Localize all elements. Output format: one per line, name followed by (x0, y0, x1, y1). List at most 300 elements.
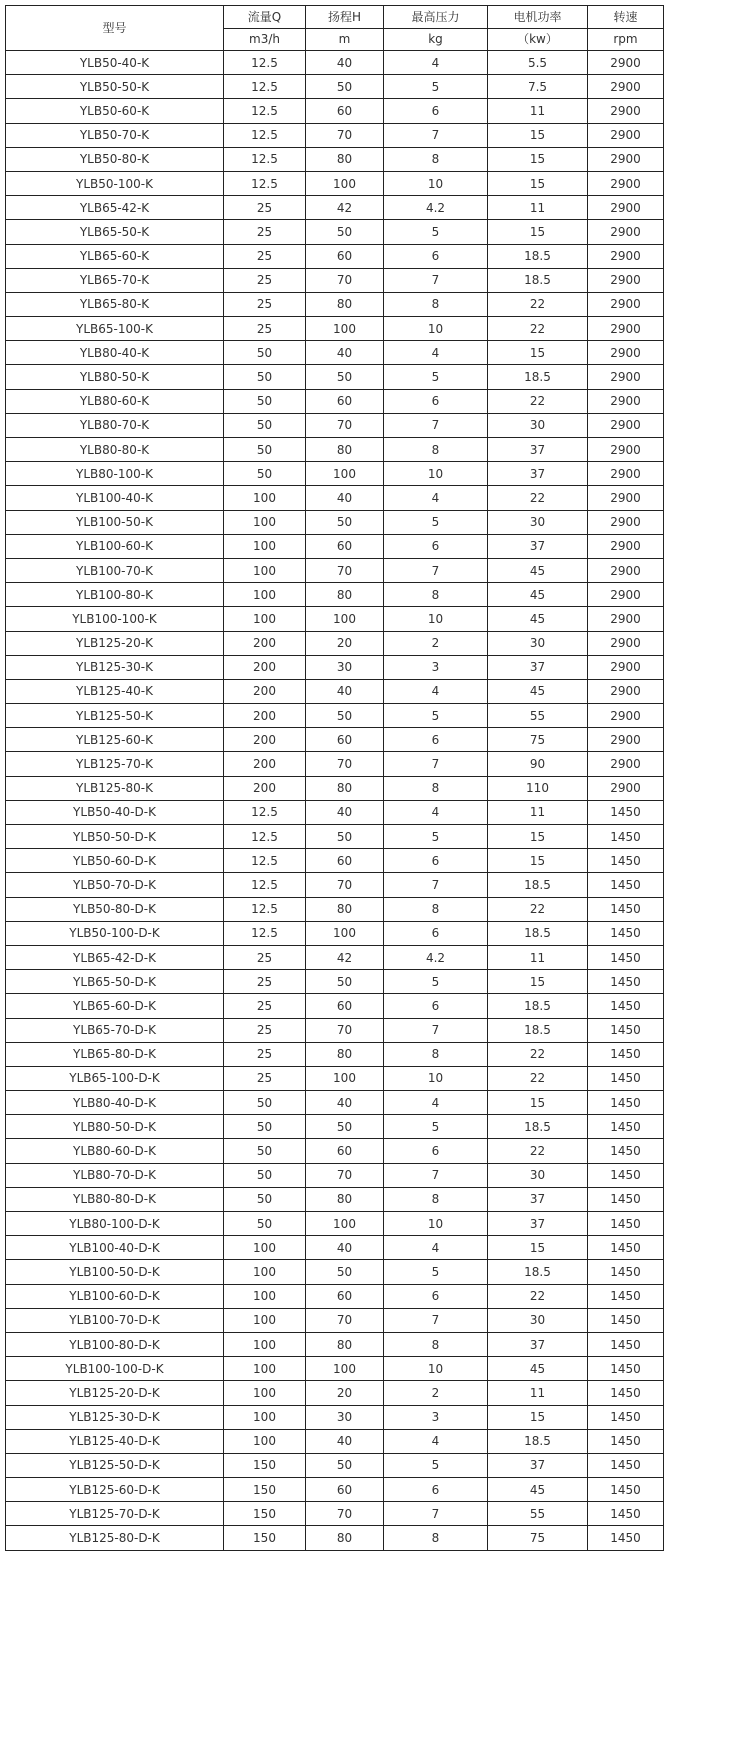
table-row (6, 486, 664, 510)
flow-cell: 50 (224, 1212, 306, 1236)
speed-cell: 2900 (588, 438, 664, 462)
pressure-cell: 8 (384, 438, 488, 462)
flow-cell: 50 (224, 1139, 306, 1163)
table-row (6, 75, 664, 99)
power-cell: 37 (488, 462, 588, 486)
power-cell: 15 (488, 220, 588, 244)
head-cell: 50 (306, 704, 384, 728)
flow-cell: 150 (224, 1478, 306, 1502)
head-cell: 70 (306, 558, 384, 582)
head-cell: 60 (306, 99, 384, 123)
head-cell: 70 (306, 413, 384, 437)
head-cell: 30 (306, 655, 384, 679)
table-row (6, 655, 664, 679)
table-row (6, 1115, 664, 1139)
power-cell: 45 (488, 558, 588, 582)
pressure-cell: 4 (384, 341, 488, 365)
flow-cell: 25 (224, 196, 306, 220)
model-cell: YLB125-30-D-K (6, 1405, 224, 1429)
model-cell: YLB50-80-D-K (6, 897, 224, 921)
model-cell: YLB125-40-D-K (6, 1429, 224, 1453)
table-row (6, 1381, 664, 1405)
pressure-cell: 6 (384, 728, 488, 752)
model-cell: YLB125-70-D-K (6, 1502, 224, 1526)
model-cell: YLB65-100-K (6, 317, 224, 341)
speed-cell: 1450 (588, 970, 664, 994)
model-cell: YLB125-20-D-K (6, 1381, 224, 1405)
power-cell: 18.5 (488, 921, 588, 945)
model-cell: YLB100-50-K (6, 510, 224, 534)
head-cell: 40 (306, 679, 384, 703)
head-cell: 60 (306, 728, 384, 752)
head-cell: 60 (306, 389, 384, 413)
head-cell: 80 (306, 1332, 384, 1356)
speed-cell: 2900 (588, 389, 664, 413)
table-row (6, 849, 664, 873)
table-row (6, 1163, 664, 1187)
speed-cell: 1450 (588, 849, 664, 873)
power-cell: 18.5 (488, 244, 588, 268)
flow-cell: 100 (224, 1357, 306, 1381)
spec-table-body (6, 6, 664, 1551)
speed-cell: 1450 (588, 1284, 664, 1308)
power-cell: 15 (488, 341, 588, 365)
header-head: 扬程H (306, 6, 384, 29)
model-cell: YLB50-70-D-K (6, 873, 224, 897)
head-cell: 60 (306, 244, 384, 268)
model-cell: YLB50-60-K (6, 99, 224, 123)
flow-cell: 25 (224, 1042, 306, 1066)
pressure-cell: 8 (384, 292, 488, 316)
head-cell: 80 (306, 147, 384, 171)
power-cell: 22 (488, 292, 588, 316)
table-row (6, 220, 664, 244)
table-row (6, 1453, 664, 1477)
pressure-cell: 7 (384, 1163, 488, 1187)
power-cell: 30 (488, 510, 588, 534)
table-row (6, 244, 664, 268)
power-cell: 37 (488, 1453, 588, 1477)
speed-cell: 1450 (588, 1042, 664, 1066)
flow-cell: 12.5 (224, 51, 306, 75)
head-cell: 60 (306, 994, 384, 1018)
flow-cell: 100 (224, 1429, 306, 1453)
speed-cell: 1450 (588, 1308, 664, 1332)
model-cell: YLB65-42-K (6, 196, 224, 220)
speed-cell: 2900 (588, 679, 664, 703)
speed-cell: 2900 (588, 365, 664, 389)
power-cell: 11 (488, 945, 588, 969)
model-cell: YLB80-80-K (6, 438, 224, 462)
power-cell: 45 (488, 607, 588, 631)
unit-pressure: kg (384, 28, 488, 51)
table-row (6, 1429, 664, 1453)
model-cell: YLB100-60-K (6, 534, 224, 558)
head-cell: 100 (306, 317, 384, 341)
flow-cell: 200 (224, 655, 306, 679)
power-cell: 18.5 (488, 1429, 588, 1453)
table-row (6, 776, 664, 800)
pressure-cell: 7 (384, 558, 488, 582)
speed-cell: 1450 (588, 800, 664, 824)
flow-cell: 200 (224, 776, 306, 800)
model-cell: YLB100-70-K (6, 558, 224, 582)
flow-cell: 25 (224, 317, 306, 341)
header-row (6, 6, 664, 29)
speed-cell: 1450 (588, 1066, 664, 1090)
table-row (6, 365, 664, 389)
power-cell: 22 (488, 1139, 588, 1163)
flow-cell: 50 (224, 1163, 306, 1187)
pressure-cell: 7 (384, 752, 488, 776)
power-cell: 30 (488, 1163, 588, 1187)
table-row (6, 1502, 664, 1526)
flow-cell: 25 (224, 970, 306, 994)
speed-cell: 1450 (588, 1478, 664, 1502)
model-cell: YLB80-50-D-K (6, 1115, 224, 1139)
pressure-cell: 3 (384, 655, 488, 679)
pressure-cell: 4 (384, 51, 488, 75)
head-cell: 60 (306, 534, 384, 558)
table-row (6, 1139, 664, 1163)
flow-cell: 50 (224, 413, 306, 437)
unit-head: m (306, 28, 384, 51)
pressure-cell: 4 (384, 486, 488, 510)
power-cell: 18.5 (488, 873, 588, 897)
power-cell: 11 (488, 196, 588, 220)
head-cell: 80 (306, 897, 384, 921)
speed-cell: 2900 (588, 268, 664, 292)
pressure-cell: 2 (384, 631, 488, 655)
power-cell: 45 (488, 1357, 588, 1381)
model-cell: YLB80-100-D-K (6, 1212, 224, 1236)
speed-cell: 2900 (588, 534, 664, 558)
pressure-cell: 5 (384, 1115, 488, 1139)
flow-cell: 12.5 (224, 147, 306, 171)
power-cell: 18.5 (488, 268, 588, 292)
pressure-cell: 10 (384, 1212, 488, 1236)
power-cell: 22 (488, 486, 588, 510)
power-cell: 45 (488, 583, 588, 607)
flow-cell: 50 (224, 438, 306, 462)
head-cell: 100 (306, 1066, 384, 1090)
flow-cell: 12.5 (224, 800, 306, 824)
speed-cell: 2900 (588, 413, 664, 437)
model-cell: YLB125-20-K (6, 631, 224, 655)
power-cell: 110 (488, 776, 588, 800)
flow-cell: 25 (224, 1018, 306, 1042)
unit-power: （kw） (488, 28, 588, 51)
head-cell: 70 (306, 123, 384, 147)
model-cell: YLB65-60-D-K (6, 994, 224, 1018)
table-row (6, 534, 664, 558)
table-row (6, 1212, 664, 1236)
power-cell: 15 (488, 1091, 588, 1115)
model-cell: YLB80-60-D-K (6, 1139, 224, 1163)
power-cell: 18.5 (488, 1018, 588, 1042)
pressure-cell: 8 (384, 583, 488, 607)
speed-cell: 2900 (588, 704, 664, 728)
head-cell: 40 (306, 1236, 384, 1260)
table-row (6, 438, 664, 462)
head-cell: 70 (306, 1308, 384, 1332)
model-cell: YLB50-100-K (6, 171, 224, 195)
head-cell: 40 (306, 341, 384, 365)
model-cell: YLB125-80-K (6, 776, 224, 800)
speed-cell: 1450 (588, 994, 664, 1018)
pressure-cell: 10 (384, 1066, 488, 1090)
pressure-cell: 6 (384, 849, 488, 873)
pressure-cell: 6 (384, 244, 488, 268)
head-cell: 100 (306, 462, 384, 486)
pressure-cell: 4.2 (384, 945, 488, 969)
speed-cell: 2900 (588, 655, 664, 679)
model-cell: YLB50-100-D-K (6, 921, 224, 945)
head-cell: 40 (306, 800, 384, 824)
model-cell: YLB125-50-K (6, 704, 224, 728)
speed-cell: 2900 (588, 220, 664, 244)
flow-cell: 100 (224, 1236, 306, 1260)
speed-cell: 1450 (588, 1115, 664, 1139)
speed-cell: 2900 (588, 486, 664, 510)
pressure-cell: 7 (384, 1308, 488, 1332)
speed-cell: 2900 (588, 607, 664, 631)
model-cell: YLB125-60-D-K (6, 1478, 224, 1502)
table-row (6, 800, 664, 824)
model-cell: YLB50-70-K (6, 123, 224, 147)
model-cell: YLB80-80-D-K (6, 1187, 224, 1211)
model-cell: YLB100-100-K (6, 607, 224, 631)
flow-cell: 50 (224, 1115, 306, 1139)
power-cell: 15 (488, 123, 588, 147)
head-cell: 70 (306, 873, 384, 897)
table-row (6, 510, 664, 534)
pressure-cell: 4 (384, 679, 488, 703)
power-cell: 15 (488, 970, 588, 994)
head-cell: 80 (306, 1042, 384, 1066)
pressure-cell: 8 (384, 1526, 488, 1550)
table-row (6, 1187, 664, 1211)
head-cell: 50 (306, 220, 384, 244)
flow-cell: 50 (224, 365, 306, 389)
pressure-cell: 6 (384, 99, 488, 123)
flow-cell: 100 (224, 1284, 306, 1308)
head-cell: 60 (306, 1284, 384, 1308)
flow-cell: 12.5 (224, 123, 306, 147)
power-cell: 30 (488, 631, 588, 655)
model-cell: YLB100-100-D-K (6, 1357, 224, 1381)
pressure-cell: 8 (384, 147, 488, 171)
pressure-cell: 4 (384, 1236, 488, 1260)
flow-cell: 50 (224, 341, 306, 365)
head-cell: 50 (306, 365, 384, 389)
flow-cell: 25 (224, 244, 306, 268)
head-cell: 80 (306, 1526, 384, 1550)
model-cell: YLB80-70-K (6, 413, 224, 437)
table-row (6, 413, 664, 437)
speed-cell: 1450 (588, 873, 664, 897)
power-cell: 15 (488, 849, 588, 873)
pressure-cell: 10 (384, 317, 488, 341)
pressure-cell: 7 (384, 268, 488, 292)
table-row (6, 1236, 664, 1260)
head-cell: 100 (306, 607, 384, 631)
speed-cell: 1450 (588, 1187, 664, 1211)
table-row (6, 292, 664, 316)
table-row (6, 171, 664, 195)
head-cell: 80 (306, 438, 384, 462)
speed-cell: 1450 (588, 1236, 664, 1260)
head-cell: 50 (306, 825, 384, 849)
table-row (6, 1478, 664, 1502)
speed-cell: 1450 (588, 1212, 664, 1236)
pressure-cell: 10 (384, 171, 488, 195)
table-row (6, 268, 664, 292)
flow-cell: 12.5 (224, 897, 306, 921)
speed-cell: 2900 (588, 75, 664, 99)
model-cell: YLB50-60-D-K (6, 849, 224, 873)
head-cell: 60 (306, 849, 384, 873)
power-cell: 15 (488, 825, 588, 849)
pressure-cell: 8 (384, 897, 488, 921)
power-cell: 22 (488, 1284, 588, 1308)
table-row (6, 1308, 664, 1332)
speed-cell: 2900 (588, 631, 664, 655)
table-row (6, 583, 664, 607)
power-cell: 30 (488, 1308, 588, 1332)
model-cell: YLB100-80-K (6, 583, 224, 607)
power-cell: 37 (488, 1187, 588, 1211)
flow-cell: 25 (224, 994, 306, 1018)
table-row (6, 99, 664, 123)
head-cell: 70 (306, 1502, 384, 1526)
head-cell: 70 (306, 268, 384, 292)
head-cell: 40 (306, 51, 384, 75)
model-cell: YLB80-50-K (6, 365, 224, 389)
power-cell: 11 (488, 99, 588, 123)
model-cell: YLB65-60-K (6, 244, 224, 268)
speed-cell: 1450 (588, 921, 664, 945)
model-cell: YLB125-60-K (6, 728, 224, 752)
flow-cell: 100 (224, 583, 306, 607)
flow-cell: 100 (224, 1308, 306, 1332)
table-row (6, 1405, 664, 1429)
table-row (6, 558, 664, 582)
model-cell: YLB80-100-K (6, 462, 224, 486)
model-cell: YLB50-50-K (6, 75, 224, 99)
power-cell: 37 (488, 438, 588, 462)
speed-cell: 2900 (588, 123, 664, 147)
head-cell: 100 (306, 921, 384, 945)
pressure-cell: 6 (384, 534, 488, 558)
head-cell: 30 (306, 1405, 384, 1429)
pressure-cell: 5 (384, 970, 488, 994)
table-row (6, 1018, 664, 1042)
flow-cell: 12.5 (224, 921, 306, 945)
table-row (6, 1066, 664, 1090)
head-cell: 100 (306, 1357, 384, 1381)
power-cell: 37 (488, 1212, 588, 1236)
head-cell: 60 (306, 1139, 384, 1163)
flow-cell: 100 (224, 1405, 306, 1429)
pressure-cell: 10 (384, 607, 488, 631)
table-row (6, 389, 664, 413)
model-cell: YLB65-70-K (6, 268, 224, 292)
flow-cell: 50 (224, 1091, 306, 1115)
table-row (6, 945, 664, 969)
power-cell: 5.5 (488, 51, 588, 75)
head-cell: 80 (306, 583, 384, 607)
head-cell: 50 (306, 970, 384, 994)
flow-cell: 12.5 (224, 75, 306, 99)
pressure-cell: 7 (384, 1018, 488, 1042)
speed-cell: 2900 (588, 317, 664, 341)
flow-cell: 12.5 (224, 171, 306, 195)
power-cell: 7.5 (488, 75, 588, 99)
pressure-cell: 5 (384, 220, 488, 244)
model-cell: YLB65-50-K (6, 220, 224, 244)
flow-cell: 25 (224, 268, 306, 292)
pump-spec-table (5, 5, 664, 1551)
model-cell: YLB125-30-K (6, 655, 224, 679)
power-cell: 45 (488, 679, 588, 703)
model-cell: YLB65-100-D-K (6, 1066, 224, 1090)
flow-cell: 100 (224, 1381, 306, 1405)
power-cell: 18.5 (488, 1260, 588, 1284)
table-row (6, 51, 664, 75)
pressure-cell: 7 (384, 1502, 488, 1526)
pressure-cell: 10 (384, 462, 488, 486)
model-cell: YLB50-80-K (6, 147, 224, 171)
pressure-cell: 4 (384, 1091, 488, 1115)
table-row (6, 196, 664, 220)
flow-cell: 25 (224, 945, 306, 969)
model-cell: YLB65-80-K (6, 292, 224, 316)
model-cell: YLB100-40-K (6, 486, 224, 510)
speed-cell: 2900 (588, 196, 664, 220)
head-cell: 100 (306, 1212, 384, 1236)
pressure-cell: 8 (384, 1187, 488, 1211)
speed-cell: 2900 (588, 244, 664, 268)
speed-cell: 1450 (588, 1526, 664, 1550)
speed-cell: 1450 (588, 945, 664, 969)
header-flow: 流量Q (224, 6, 306, 29)
pressure-cell: 8 (384, 1042, 488, 1066)
speed-cell: 1450 (588, 1357, 664, 1381)
speed-cell: 2900 (588, 341, 664, 365)
table-row (6, 728, 664, 752)
pressure-cell: 6 (384, 1139, 488, 1163)
pressure-cell: 4 (384, 1429, 488, 1453)
unit-speed: rpm (588, 28, 664, 51)
header-model: 型号 (6, 6, 224, 51)
table-row (6, 704, 664, 728)
head-cell: 20 (306, 631, 384, 655)
table-row (6, 994, 664, 1018)
model-cell: YLB80-60-K (6, 389, 224, 413)
power-cell: 15 (488, 147, 588, 171)
table-row (6, 147, 664, 171)
model-cell: YLB100-40-D-K (6, 1236, 224, 1260)
head-cell: 70 (306, 752, 384, 776)
model-cell: YLB65-80-D-K (6, 1042, 224, 1066)
model-cell: YLB50-40-K (6, 51, 224, 75)
flow-cell: 200 (224, 752, 306, 776)
table-row (6, 462, 664, 486)
speed-cell: 1450 (588, 1405, 664, 1429)
speed-cell: 1450 (588, 1502, 664, 1526)
head-cell: 60 (306, 1478, 384, 1502)
